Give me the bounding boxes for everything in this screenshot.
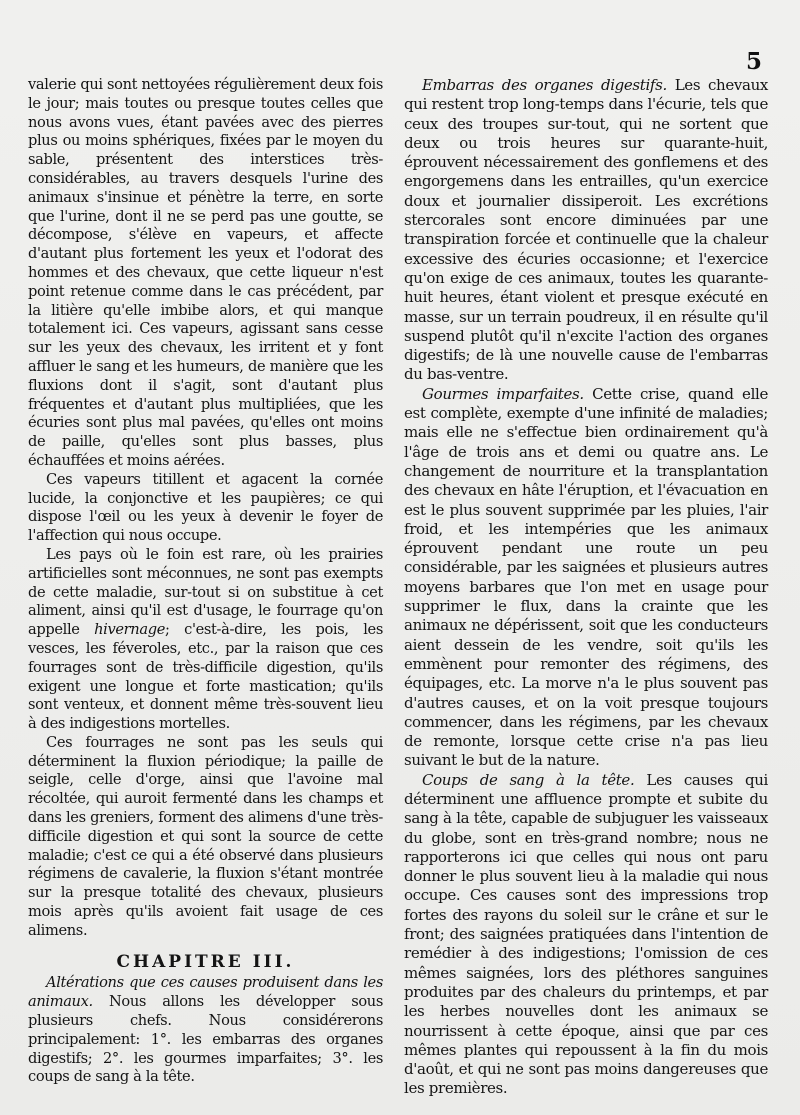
- page-number: 5: [745, 48, 762, 75]
- paragraph: [28, 546, 383, 734]
- chapter-title: CHAPITRE III.: [116, 951, 295, 972]
- paragraph: [404, 76, 768, 385]
- paragraph: Ces fourrages ne sont pas les seuls qui déterminent la fluxion périodique; la paille de seigle, celle d'orge, ainsi que l'avoine mal récoltée, qui auroit fermenté dans les champs et dans les greniers, forment des alimens d'une très-difficile digestion et qui sont la source de cette maladie; c'est ce qui a été observé dans plusieurs régimens de cavalerie, la fluxion s'étant montrée sur la presque totalité des chevaux, plusieurs mois après qu'ils avoient fait usage de ces alimens.: [28, 733, 383, 939]
- paragraph: valerie qui sont nettoyées régulièrement deux fois le jour; mais toutes ou presque toutes celles que nous avons vues, étant pavées avec des pierres plus ou moins sphériques, fixées par le moyen du sable, présentent des interstices très-considérables, au travers desquels l'urine des animaux s'insinue et pénètre la terre, en sorte que l'urine, dont il ne se perd pas une goutte, se décompose, s'élève en vapeurs, et affecte d'autant plus fortement les yeux et l'odorat des hommes et des chevaux, que cette liqueur n'est point retenue comme dans le cas précédent, par la litière qu'elle imbibe alors, et qui manque totalement ici. Ces vapeurs, agissant sans cesse sur les yeux des chevaux, les irritent et y font affluer le sang et les humeurs, de manière que les fluxions dont il s'agit, sont d'autant plus fréquentes et d'autant plus multipliées, que les écuries sont plus mal pavées, qu'elles ont moins de paille, qu'elles sont plus basses, plus échauffées et moins aérées.: [28, 76, 383, 469]
- paragraph-text: ; c'est-à-dire, les pois, les vesces, les féveroles, etc., par la raison que ces fourrages sont de très-difficile digestion, qu'ils exigent une longue et forte mastication; qu'ils sont venteux, et donnent même très-souvent lieu à des indigestions mortelles.: [28, 621, 383, 733]
- right-column: [404, 76, 768, 1099]
- paragraph: [28, 974, 383, 1087]
- paragraph: [404, 771, 768, 1099]
- section-heading: Gourmes imparfaites.: [422, 384, 584, 403]
- paragraph: Ces vapeurs titillent et agacent la cornée lucide, la conjonctive et les paupières; ce qui dispose l'œil ou les yeux à devenir le foyer de l'affection qui nous occupe.: [28, 470, 383, 545]
- paragraph-text: Cette crise, quand elle est complète, exempte d'une infinité de maladies; mais elle ne s'effectue bien ordinairement qu'à l'âge de trois ans et demi ou quatre ans. Le changement de nourriture et la transplantation des chevaux en hâte l'éruption, et l'évacuation en est le plus souvent supprimée par les pluies, l'air froid, et les intempéries que les animaux éprouvent pendant une route un peu considérable, par les saignées et plusieurs autres moyens barbares que l'on met en usage pour supprimer le flux, dans la crainte que les animaux ne dépérissent, soit que les conducteurs aient dessein de les vendre, soit qu'ils les emmènent pour remonter des régimens, des équipages, etc. La morve n'a le plus souvent pas d'autres causes, et on la voit presque toujours commencer, dans les régimens, par les chevaux de remonte, lorsque cette crise n'a pas lieu suivant le but de la nature.: [404, 384, 768, 770]
- italic-term: hivernage: [94, 621, 165, 639]
- paragraph-text: Nous allons les développer sous plusieurs chefs. Nous considérerons principalement: 1°. les embarras des organes digestifs; 2°. les gourmes imparfaites; 3°. les coups de sang à la tête.: [28, 993, 383, 1086]
- section-heading: Altérations que ces causes produisent dans les animaux.: [28, 974, 383, 1011]
- paragraph-text: Les chevaux qui restent trop long-temps dans l'écurie, tels que ceux des troupes sur-tout, qui ne sortent que deux ou trois heures sur quarante-huit, éprouvent nécessairement des gonflemens et des engorgemens dans les entrailles, qu'un exercice doux et journalier dissiperoit. Les excrétions stercorales sont encore diminuées par une transpiration forcée et continuelle que la chaleur excessive des écuries occasionne; et l'exercice qu'on exige de ces animaux, toutes les quarante-huit heures, étant violent et presque exécuté en masse, sur un terrain poudreux, il en résulte qu'il suspend plutôt qu'il n'excite l'action des organes digestifs; de là une nouvelle cause de l'embarras du bas-ventre.: [404, 76, 769, 384]
- paragraph-text: Les pays où le foin est rare, où les prairies artificielles sont méconnues, ne sont pas exempts de cette maladie, sur-tout si on substitue à cet aliment, ainsi qu'il est d'usage, le fourrage qu'on appelle: [28, 545, 383, 639]
- section-heading: Coups de sang à la tête.: [422, 770, 635, 789]
- left-column: [28, 76, 383, 1087]
- section-heading: Embarras des organes digestifs.: [422, 76, 667, 94]
- paragraph: [404, 385, 768, 771]
- paragraph-text: Les causes qui déterminent une affluence prompte et subite du sang à la tête, capable de subjuguer les vaisseaux du globe, sont en très-grand nombre; nous ne rapporterons ici que celles qui nous ont paru donner le plus souvent lieu à la maladie qui nous occupe. Ces causes sont des impressions trop fortes des rayons du soleil sur le crâne et sur le front; des saignées pratiquées dans l'intention de remédier à des indigestions; l'omission de ces mêmes saignées, lors des pléthores sanguines produites par des chaleurs du printemps, et par les herbes nouvelles dont les animaux se nourrissent à cette époque, ainsi que par ces mêmes plantes qui repoussent à la fin du mois d'août, et qui ne sont pas moins dangereuses que les premières.: [404, 770, 768, 1098]
